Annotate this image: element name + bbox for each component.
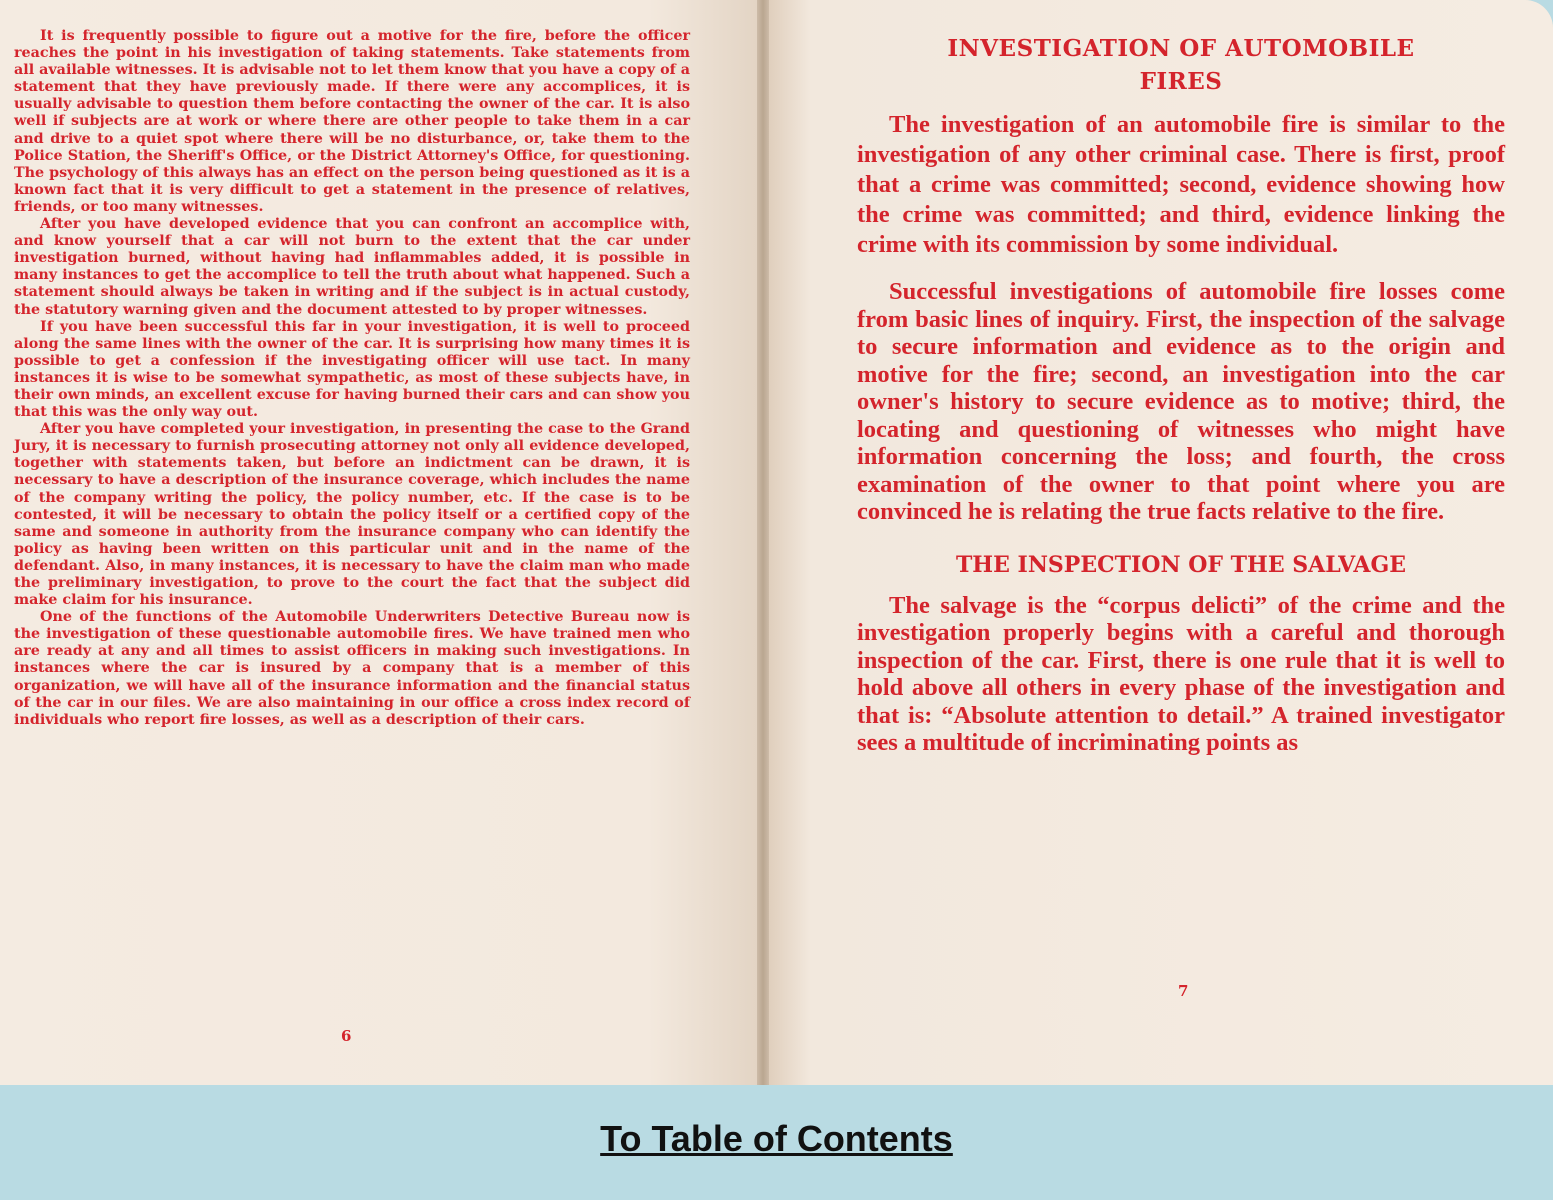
left-paragraph-3: If you have been successful this far in your investigation, it is well to proceed along the same lines with the owner of the car. It is surprising how many times it is possible to get a confession if the investigating officer will use tact. In many instances it is wise to be somewhat sympathetic, as most of these subjects have, in their own minds, an excellent excuse for having burned their cars and can show you that this was the only way out. [14,318,690,421]
book-spine [757,0,769,1085]
page-title [857,32,1505,98]
page-title-line-1: INVESTIGATION OF AUTOMOBILE [947,35,1415,62]
left-page-number: 6 [341,1027,352,1045]
left-paragraph-1: It is frequently possible to figure out a motive for the fire, before the officer reaches the point in his investigation of taking statements. Take statements from all available witnesses. It is advisable not to let them know that you have a copy of a statement that they have previously made. If there were any accomplices, it is usually advisable to question them before contacting the owner of the car. It is also well if subjects are at work or where there are other people to take them in a car and drive to a quiet spot where there will be no disturbance, or, take them to the Police Station, the Sheriff's Office, or the District Attorney's Office, for questioning. The psychology of this always has an effect on the person being questioned as it is a known fact that it is very difficult to get a statement in the presence of relatives, friends, or too many witnesses. [14,28,690,215]
right-paragraph-3: The salvage is the “corpus delicti” of the crime and the investigation properly begins with a careful and thorough inspection of the car. First, there is one rule that it is well to hold above all others in every phase of the investigation and that is: “Absolute attention to detail.” A trained investigator sees a multitude of incriminating points as [857,591,1505,756]
right-page-text [857,32,1505,757]
section-heading: THE INSPECTION OF THE SALVAGE [955,551,1407,578]
right-paragraph-2: Successful investigations of automobile fire losses come from basic lines of inquiry. First, the inspection of the salvage to secure information and evidence as to the origin and motive for the fire; second, an investigation into the car owner's history to secure evidence as to motive; third, the locating and questioning of witnesses who might have information concerning the loss; and fourth, the cross examination of the owner to that point where you are convinced he is relating the true facts relative to the fire. [857,278,1505,525]
right-paragraph-1: The investigation of an automobile fire is similar to the investigation of any other criminal case. There is first, proof that a crime was committed; second, evidence showing how the crime was committed; and third, evidence linking the crime with its commission by some individual. [857,111,1505,258]
left-paragraph-2: After you have developed evidence that you can confront an accomplice with, and know yourself that a car will not burn to the extent that the car under investigation burned, without having had inflammables added, it is possible in many instances to get the accomplice to tell the truth about what happened. Such a statement should always be taken in writing and if the subject is in actual custody, the statutory warning given and the document attested to by proper witnesses. [14,216,690,318]
left-paragraph-5: One of the functions of the Automobile Underwriters Detective Bureau now is the investigation of these questionable automobile fires. We have trained men who are ready at any and all times to assist officers in making such investigations. In instances where the car is insured by a company that is a member of this organization, we will have all of the insurance information and the financial status of the car in our files. We are also maintaining in our office a cross index record of individuals who report fire losses, as well as a description of their cars. [14,609,690,728]
right-page-number: 7 [1178,982,1189,1000]
left-page [0,0,763,1085]
table-of-contents-link[interactable]: To Table of Contents [600,1118,953,1159]
page-title-line-2: FIRES [1139,68,1223,95]
left-paragraph-4: After you have completed your investigation, in presenting the case to the Grand Jury, it is necessary to furnish prosecuting attorney not only all evidence developed, together with statements taken, but before an indictment can be drawn, it is necessary to have a description of the insurance coverage, which includes the name of the company writing the policy, the policy number, etc. If the case is to be contested, it will be necessary to obtain the policy itself or a certified copy of the same and someone in authority from the insurance company who can identify the policy as having been written on this particular unit and in the name of the defendant. Also, in many instances, it is necessary to have the claim man who made the preliminary investigation, to prove to the court the fact that the subject did make claim for his insurance. [14,421,690,609]
left-page-text [14,28,690,729]
